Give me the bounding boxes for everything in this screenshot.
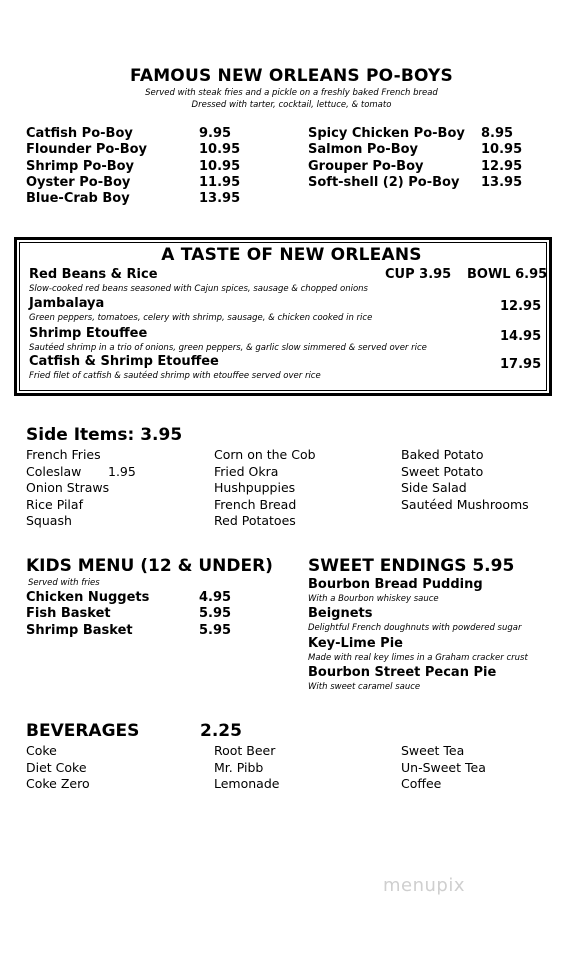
poboy-price: 11.95 xyxy=(199,174,241,190)
poboys-subtitle-2: Dressed with tarter, cocktail, lettuce, & tomato xyxy=(191,100,392,110)
side-item: Coleslaw xyxy=(26,463,82,479)
side-item: French Bread xyxy=(214,496,297,512)
taste-item-desc: Sautéed shrimp in a trio of onions, green peppers, & garlic slow simmered & served over rice xyxy=(29,343,427,353)
taste-item-desc: Slow-cooked red beans seasoned with Cajun spices, sausage & chopped onions xyxy=(29,284,368,294)
poboy-price: 10.95 xyxy=(199,142,241,158)
poboy-name: Shrimp Po-Boy xyxy=(26,158,135,174)
poboy-name: Salmon Po-Boy xyxy=(308,142,419,158)
taste-item-price: 17.95 xyxy=(500,357,542,372)
beverage-item: Diet Coke xyxy=(26,759,87,775)
taste-item-desc: Green peppers, tomatoes, celery with shrimp, sausage, & chicken cooked in rice xyxy=(29,313,373,323)
poboy-name: Spicy Chicken Po-Boy xyxy=(308,126,465,141)
beverage-item: Coke Zero xyxy=(26,776,90,791)
taste-item-desc: Fried filet of catfish & sautéed shrimp with etouffee served over rice xyxy=(29,371,321,381)
taste-item-name: Jambalaya xyxy=(29,296,105,311)
side-item: Fried Okra xyxy=(214,463,279,479)
taste-cup-price: CUP 3.95 xyxy=(385,267,452,282)
poboy-price: 9.95 xyxy=(199,126,232,141)
sweet-item-desc: Made with real key limes in a Graham cracker crust xyxy=(308,652,528,663)
sweets-title: SWEET ENDINGS 5.95 xyxy=(308,556,515,576)
side-item: Sweet Potato xyxy=(401,463,484,479)
side-item: Corn on the Cob xyxy=(214,447,316,462)
beverage-item: Un-Sweet Tea xyxy=(401,759,486,775)
side-item: Sautéed Mushrooms xyxy=(401,496,529,512)
sides-title: Side Items: 3.95 xyxy=(26,425,183,445)
poboy-price: 13.95 xyxy=(199,191,241,207)
sweet-item-desc: With sweet caramel sauce xyxy=(308,681,421,692)
poboy-price: 12.95 xyxy=(481,158,523,174)
poboy-name: Blue-Crab Boy xyxy=(26,191,130,207)
beverage-item: Lemonade xyxy=(214,776,280,791)
poboy-name: Catfish Po-Boy xyxy=(26,126,133,141)
beverage-item: Coke xyxy=(26,743,57,758)
taste-bowl-price: BOWL 6.95 xyxy=(467,267,548,282)
kids-item-price: 5.95 xyxy=(199,622,232,638)
sweet-item-name: Beignets xyxy=(308,606,373,622)
kids-item-name: Shrimp Basket xyxy=(26,622,133,638)
side-item: Rice Pilaf xyxy=(26,496,83,512)
poboy-name: Oyster Po-Boy xyxy=(26,174,131,190)
sweet-item-name: Bourbon Street Pecan Pie xyxy=(308,664,497,680)
poboy-name: Grouper Po-Boy xyxy=(308,158,424,174)
poboy-name: Soft-shell (2) Po-Boy xyxy=(308,174,460,190)
sweet-item-desc: With a Bourbon whiskey sauce xyxy=(308,594,439,604)
poboy-price: 13.95 xyxy=(481,174,523,190)
poboys-subtitle-1: Served with steak fries and a pickle on a freshly baked French bread xyxy=(145,88,438,98)
sweet-item-name: Bourbon Bread Pudding xyxy=(308,577,483,592)
taste-item-name: Red Beans & Rice xyxy=(29,267,158,282)
side-item: Red Potatoes xyxy=(214,513,296,528)
kids-item-name: Fish Basket xyxy=(26,606,111,622)
taste-item-name: Catfish & Shrimp Etouffee xyxy=(29,354,219,369)
watermark-logo: menupix xyxy=(383,875,466,896)
side-item-price: 1.95 xyxy=(108,463,136,479)
side-item: Squash xyxy=(26,513,72,528)
beverage-item: Mr. Pibb xyxy=(214,759,264,775)
kids-subtitle: Served with fries xyxy=(28,578,100,588)
taste-title: A TASTE OF NEW ORLEANS xyxy=(161,245,422,265)
poboy-name: Flounder Po-Boy xyxy=(26,142,148,158)
taste-item-price: 12.95 xyxy=(500,299,542,314)
kids-title: KIDS MENU (12 & UNDER) xyxy=(26,556,273,576)
beverages-title: BEVERAGES xyxy=(26,721,140,741)
side-item: Hushpuppies xyxy=(214,480,296,495)
beverage-item: Sweet Tea xyxy=(401,743,465,758)
sweet-item-name: Key-Lime Pie xyxy=(308,635,403,651)
poboys-title: FAMOUS NEW ORLEANS PO-BOYS xyxy=(129,66,454,86)
poboy-price: 10.95 xyxy=(481,142,523,158)
poboy-price: 8.95 xyxy=(481,126,514,141)
side-item: Side Salad xyxy=(401,480,467,495)
side-item: French Fries xyxy=(26,447,101,462)
kids-item-name: Chicken Nuggets xyxy=(26,590,150,605)
taste-item-price: 14.95 xyxy=(500,329,542,344)
kids-item-price: 5.95 xyxy=(199,606,232,622)
beverage-item: Coffee xyxy=(401,776,442,791)
sweet-item-desc: Delightful French doughnuts with powdered sugar xyxy=(308,623,522,634)
side-item: Baked Potato xyxy=(401,447,484,462)
side-item: Onion Straws xyxy=(26,480,110,495)
beverage-item: Root Beer xyxy=(214,743,276,758)
poboy-price: 10.95 xyxy=(199,158,241,174)
kids-item-price: 4.95 xyxy=(199,590,232,605)
beverages-price: 2.25 xyxy=(200,721,242,741)
taste-item-name: Shrimp Etouffee xyxy=(29,326,148,341)
